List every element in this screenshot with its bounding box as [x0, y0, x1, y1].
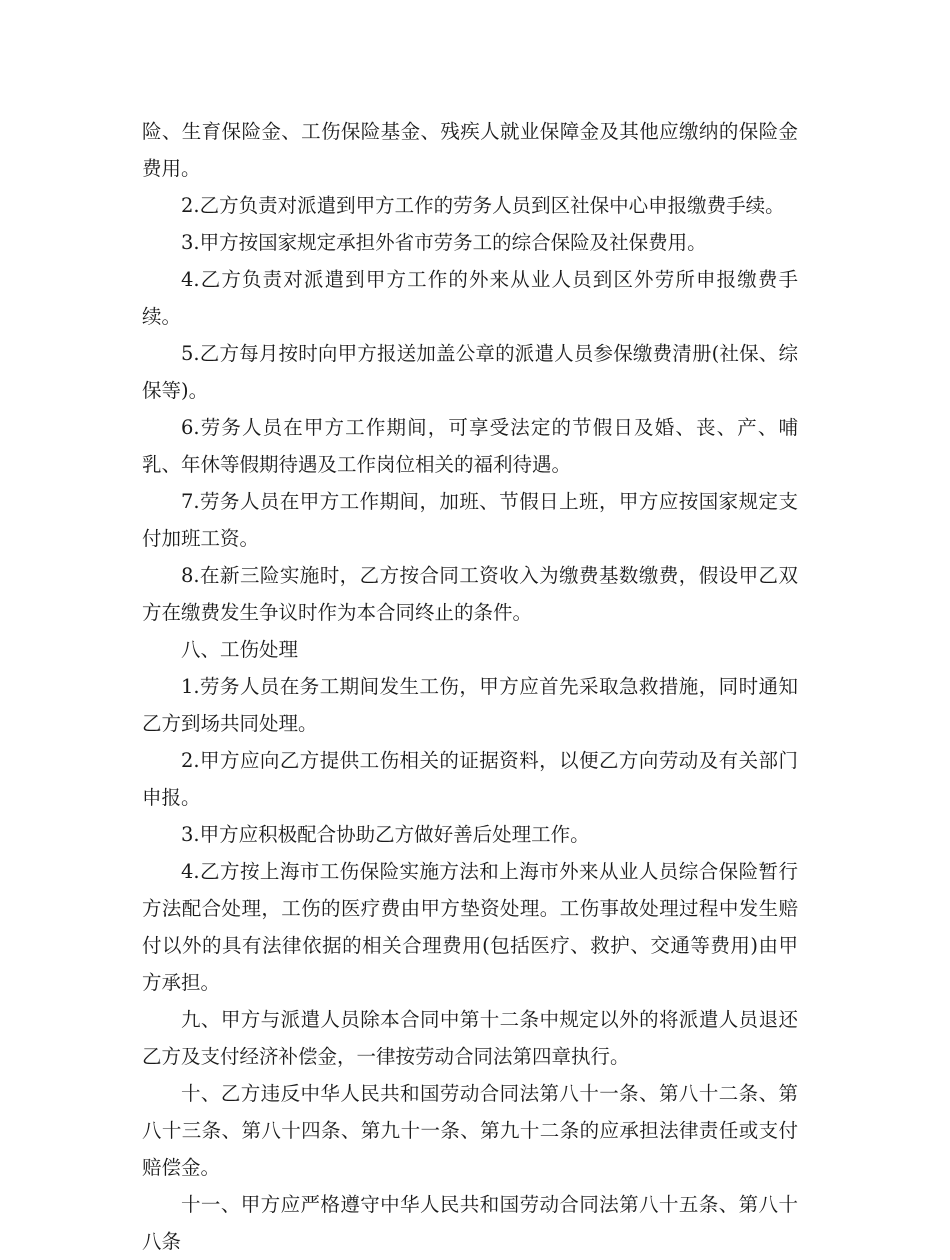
section-heading: 八、工伤处理	[181, 638, 299, 661]
paragraph: 3.甲方按国家规定承担外省市劳务工的综合保险及社保费用。	[181, 231, 707, 254]
document-body	[142, 113, 798, 1260]
paragraph: 4.乙方负责对派遣到甲方工作的外来从业人员到区外劳所申报缴费手续。	[142, 268, 798, 328]
paragraph: 6.劳务人员在甲方工作期间，可享受法定的节假日及婚、丧、产、哺乳、年休等假期待遇及工作岗位相关的福利待遇。	[142, 416, 798, 476]
paragraph: 3.甲方应积极配合协助乙方做好善后处理工作。	[181, 823, 590, 846]
paragraph: 5.乙方每月按时向甲方报送加盖公章的派遣人员参保缴费清册(社保、综保等)。	[142, 342, 798, 402]
paragraph: 十一、甲方应严格遵守中华人民共和国劳动合同法第八十五条、第八十八条	[142, 1193, 798, 1253]
paragraph: 8.在新三险实施时，乙方按合同工资收入为缴费基数缴费，假设甲乙双方在缴费发生争议时作为本合同终止的条件。	[142, 564, 798, 624]
paragraph: 7.劳务人员在甲方工作期间，加班、节假日上班，甲方应按国家规定支付加班工资。	[142, 490, 798, 550]
paragraph: 九、甲方与派遣人员除本合同中第十二条中规定以外的将派遣人员退还乙方及支付经济补偿金，一律按劳动合同法第四章执行。	[142, 1008, 798, 1068]
paragraph: 2.乙方负责对派遣到甲方工作的劳务人员到区社保中心申报缴费手续。	[181, 194, 785, 217]
paragraph: 十、乙方违反中华人民共和国劳动合同法第八十一条、第八十二条、第八十三条、第八十四条、第九十一条、第九十二条的应承担法律责任或支付赔偿金。	[142, 1082, 798, 1179]
paragraph: 2.甲方应向乙方提供工伤相关的证据资料，以便乙方向劳动及有关部门申报。	[142, 749, 798, 809]
paragraph: 4.乙方按上海市工伤保险实施方法和上海市外来从业人员综合保险暂行方法配合处理，工伤的医疗费由甲方垫资处理。工伤事故处理过程中发生赔付以外的具有法律依据的相关合理费用(包括医疗、救护、交通等费用)由甲方承担。	[142, 860, 798, 994]
paragraph: 险、生育保险金、工伤保险基金、残疾人就业保障金及其他应缴纳的保险金费用。	[142, 120, 798, 180]
paragraph: 1.劳务人员在务工期间发生工伤，甲方应首先采取急救措施，同时通知乙方到场共同处理。	[142, 675, 798, 735]
